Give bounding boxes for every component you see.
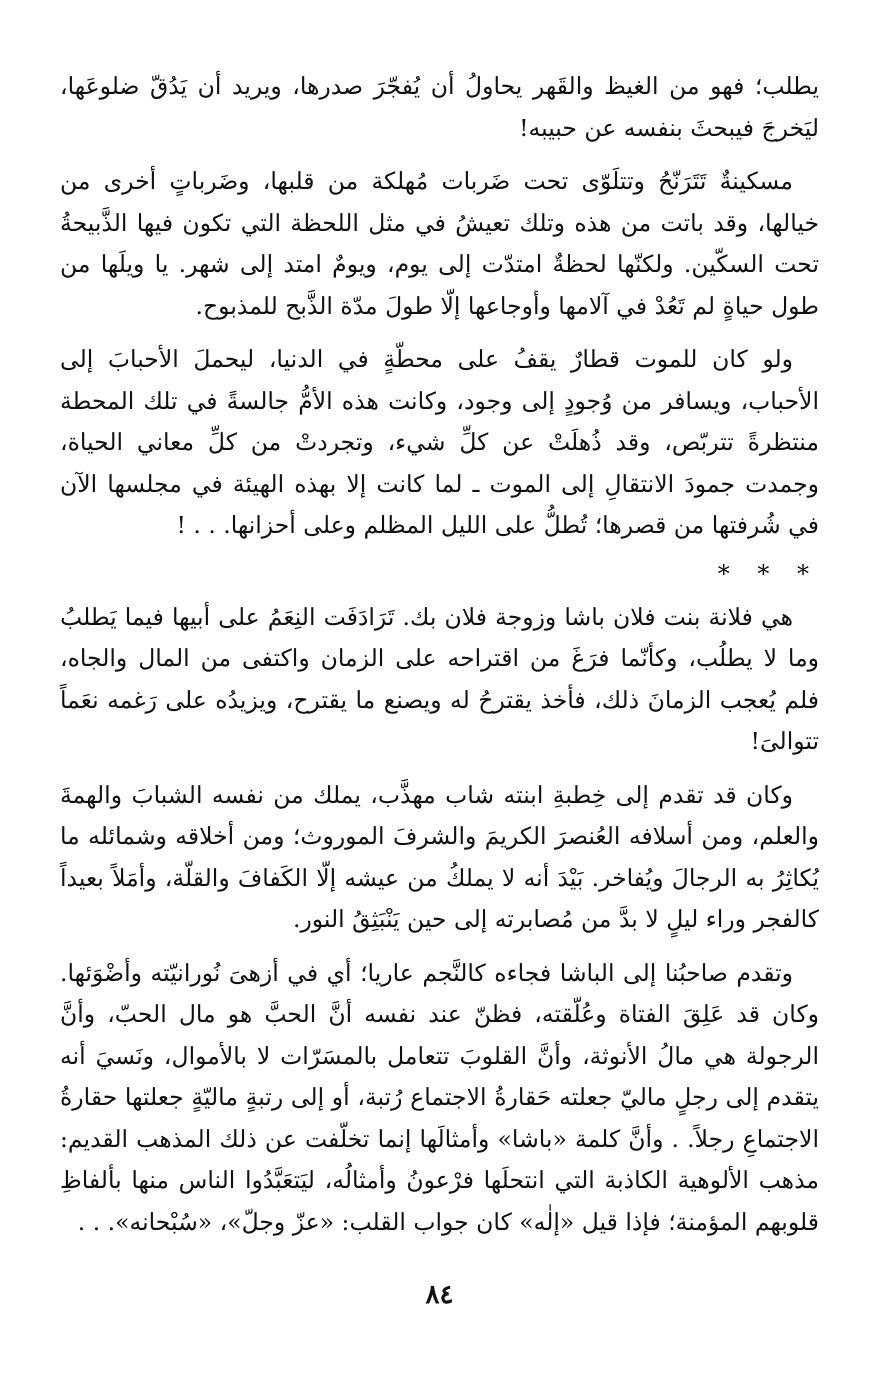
paragraph: وكان قد تقدم إلى خِطبةِ ابنته شاب مهذَّب، يملك من نفسه الشبابَ والهمةَ والعلم، ومن أسلافه العُنصرَ الكريمَ والشرفَ الموروث؛ ومن أخلاقه وشمائله ما يُكاثِرُ به الرجالَ ويُفاخر. بَيْدَ أنه لا يملكُ من عيشه إلّا الكَفافَ والقلّة، وأمَلاً بعيداً كالفجر وراء ليلٍ لا بدَّ من مُصابرته إلى حين يَنْبَثِقُ النور. (60, 780, 819, 933)
paragraph: مسكينةٌ تَتَرَنّحُ وتتلَوّى تحت ضَربات مُهلكة من قلبها، وضَرباتٍ أخرى من خيالها، وقد باتت من هذه وتلك تعيشُ في مثل اللحظة التي تكون فيها الذَّبيحةُ تحت السكّين. ولكنّها لحظةٌ امتدّت إلى يوم، ويومٌ امتد إلى شهر. يا ويلَها من طول حياةٍ لم تَعُدْ في آلامها وأوجاعها إلّا طولَ مدّة الذَّبح للمذبوح. (60, 167, 819, 320)
paragraph: ولو كان للموت قطارٌ يقفُ على محطّةٍ في الدنيا، ليحملَ الأحبابَ إلى الأحباب، ويسافر من وُجودٍ إلى وجود، وكانت هذه الأمُّ جالسةً في تلك المحطة منتظرةً تتربّص، وقد ذُهلَتْ عن كلِّ شيء، وتجردتْ من كلِّ معاني الحياة، وجمدت جمودَ الانتقالِ إلى الموت ـ لما كانت إلا بهذه الهيئة في مجلسها الآن في شُرفتها من قصرها؛ تُطلُّ على الليل المظلم وعلى أحزانها. . . ! (60, 345, 819, 539)
paragraph-continued: يطلب؛ فهو من الغيظ والقَهر يحاولُ أن يُفجّرَ صدرها، ويريد أن يَدُقّ ضلوعَها، ليَخرجَ فيبحثَ بنفسه عن حبيبه! (60, 72, 819, 142)
page-body (60, 66, 819, 1255)
page-number: ٨٤ (425, 1280, 454, 1310)
section-separator: * * * (717, 559, 819, 588)
paragraph: وتقدم صاحبُنا إلى الباشا فجاءه كالنَّجم عاريا؛ أي في أزهىَ نُورانيّته وأضْوَئها. وكان قد عَلِقَ الفتاة وعُلّقته، فظنّ عند نفسه أنَّ الحبَّ هو مال الحبّ، وأنَّ الرجولة هي مالُ الأنوثة، وأنَّ القلوبَ تتعامل بالمسَرّات لا بالأموال، ونَسيَ أنه يتقدم إلى رجلٍ ماليّ جعلته حَقارةُ الاجتماع رُتبة، أو إلى رتبةٍ ماليّةٍ جعلتها حقارةُ الاجتماعِ رجلاً. . وأنَّ كلمة «باشا» وأمثالَها إنما تخلّفت عن ذلك المذهب القديم: مذهب الألوهية الكاذبة التي انتحلَها فرْعونُ وأمثالُه، ليَتعَبَّدُوا الناس منها بألفاظِ قلوبهم المؤمنة؛ فإذا قيل «إلٰه» كان جواب القلب: «عزّ وجلّ»، «سُبْحانه». . . (60, 958, 819, 1236)
paragraph: هي فلانة بنت فلان باشا وزوجة فلان بك. تَرَادَفَت النِعَمُ على أبيها فيما يَطلبُ وما لا يطلُب، وكأنّما فرَغَ من اقتراحه على الزمان واكتفى من المال والجاه، فلم يُعجب الزمانَ ذلك، فأخذ يقترحُ له ويصنع ما يقترح، ويزيدُه على رَغمه نعَماً تتوالىَ! (60, 602, 819, 755)
